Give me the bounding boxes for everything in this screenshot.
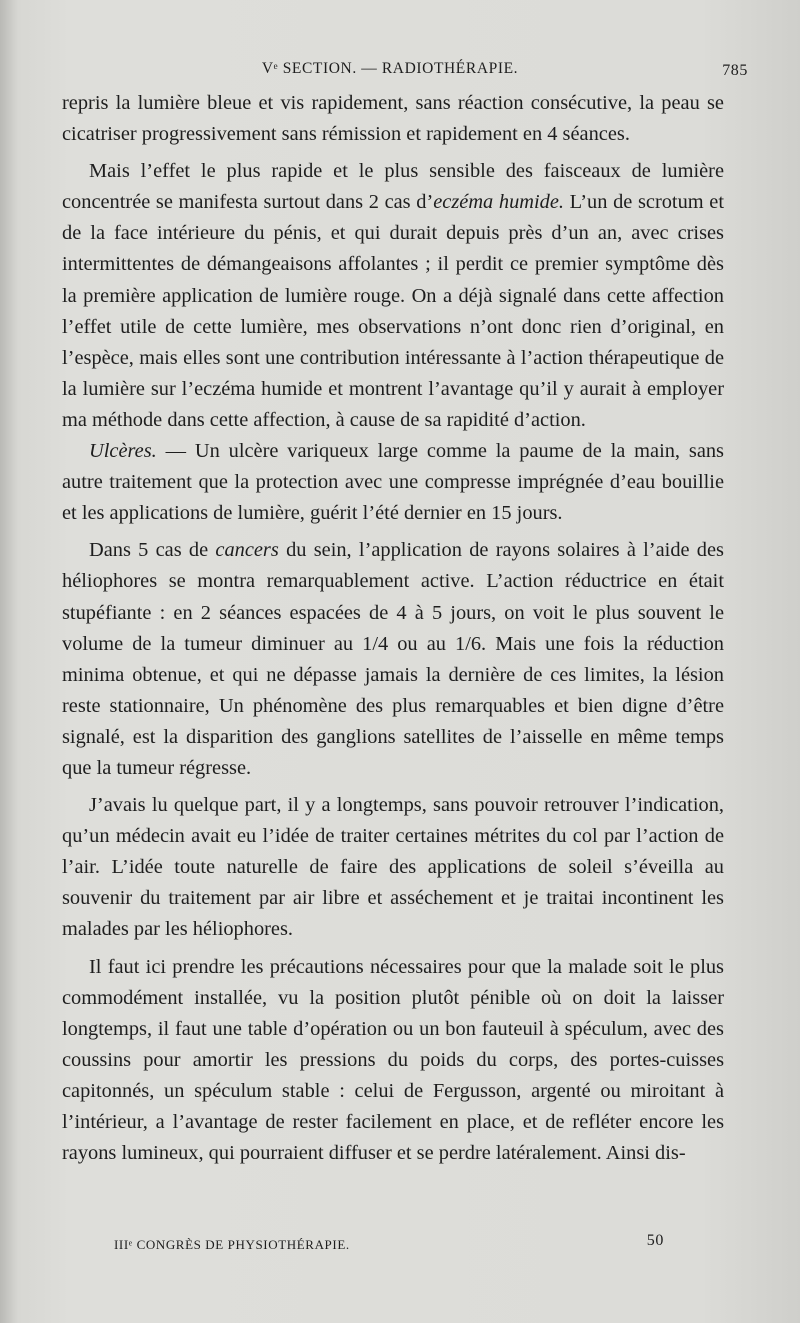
paragraph-text: L’un de scrotum et de la face intérieure du pénis, et qui durait depuis près d’un an, avec crises intermittentes de démangeaisons affolantes ; il perdit ce premier symptôme dès la première application de lumière rouge. On a déjà signalé dans cette affection l’effet utile de cette lumière, mes observations n’ont donc rien d’original, en l’espèce, mais elles sont une contribution intéressante à l’action thérapeutique de la lumière sur l’eczéma humide et montrent l’avantage qu’il y aurait à employer ma méthode dans cette affection, à cause de sa rapidité d’action.	[62, 191, 725, 431]
paragraph	[62, 436, 724, 529]
italic-term: cancers	[215, 539, 279, 562]
page-footer	[114, 1232, 664, 1254]
paragraph-text: — Un ulcère variqueux large comme la paume de la main, sans autre traitement que la protection avec une compresse imprégnée d’eau bouillie et les applications de lumière, guérit l’été dernier en 15 jours.	[62, 440, 724, 525]
running-head	[60, 58, 748, 84]
paragraph	[62, 535, 724, 784]
paragraph-text: Il faut ici prendre les précautions nécessaires pour que la malade soit le plus commodément installée, vu la position plutôt pénible où on doit la laisser longtemps, il faut une table d’opération ou un bon fauteuil à spéculum, avec des coussins pour amortir les pressions du poids du corps, des portes-cuisses capitonnés, un spéculum stable : celui de Fergusson, argenté ou miroitant à l’intérieur, a l’avantage de rester facilement en place, et de refléter encore les rayons lumineux, qui pourraient diffuser et se perdre latéralement. Ainsi dis-	[62, 955, 724, 1165]
paragraph-text: repris la lumière bleue et vis rapidement, sans réaction consécutive, la peau se cicatriser progressivement sans rémission et rapidement en 4 séances.	[62, 92, 724, 146]
footer-sheet-number: 50	[646, 1232, 664, 1249]
paragraph	[62, 88, 724, 150]
paragraph	[62, 952, 724, 1170]
body-text	[62, 88, 724, 1169]
italic-term: eczéma humide.	[433, 191, 565, 214]
paragraph-text: Mais l’effet le plus rapide et le plus sensible des faisceaux de lumière concentrée se manifesta surtout dans 2 cas d’	[62, 160, 724, 214]
paragraph-text: du sein, l’application de rayons solaires à l’aide des héliophores se montra remarquablement active. L’action réductrice en était stupéfiante : en 2 séances espacées de 4 à 5 jours, on voit le plus souvent le volume de la tumeur diminuer au 1/4 ou au 1/6. Mais une fois la réduction minima obtenue, et qui ne dépasse jamais la dernière de ces limites, la lésion reste stationnaire, Un phénomène des plus remarquables et bien digne d’être signalé, est la disparition des ganglions satellites de l’aisselle en même temps que la tumeur régresse.	[62, 539, 724, 779]
paragraph	[62, 790, 724, 945]
footer-signature: IIIᵉ CONGRÈS DE PHYSIOTHÉRAPIE.	[114, 1237, 350, 1252]
paragraph	[62, 156, 724, 436]
paragraph-text: Dans 5 cas de	[89, 539, 216, 562]
italic-heading: Ulcères.	[89, 440, 157, 463]
page-number: 785	[722, 62, 748, 79]
running-title: Vᵉ SECTION. — RADIOTHÉRAPIE.	[261, 60, 519, 77]
paragraph-text: J’avais lu quelque part, il y a longtemps, sans pouvoir retrouver l’indication, qu’un médecin avait eu l’idée de traiter certaines métrites du col par l’action de l’air. L’idée toute naturelle de faire des applications de soleil s’éveilla au souvenir du traitement par air libre et asséchement et je traitai incontinent les malades par les héliophores.	[62, 794, 724, 941]
